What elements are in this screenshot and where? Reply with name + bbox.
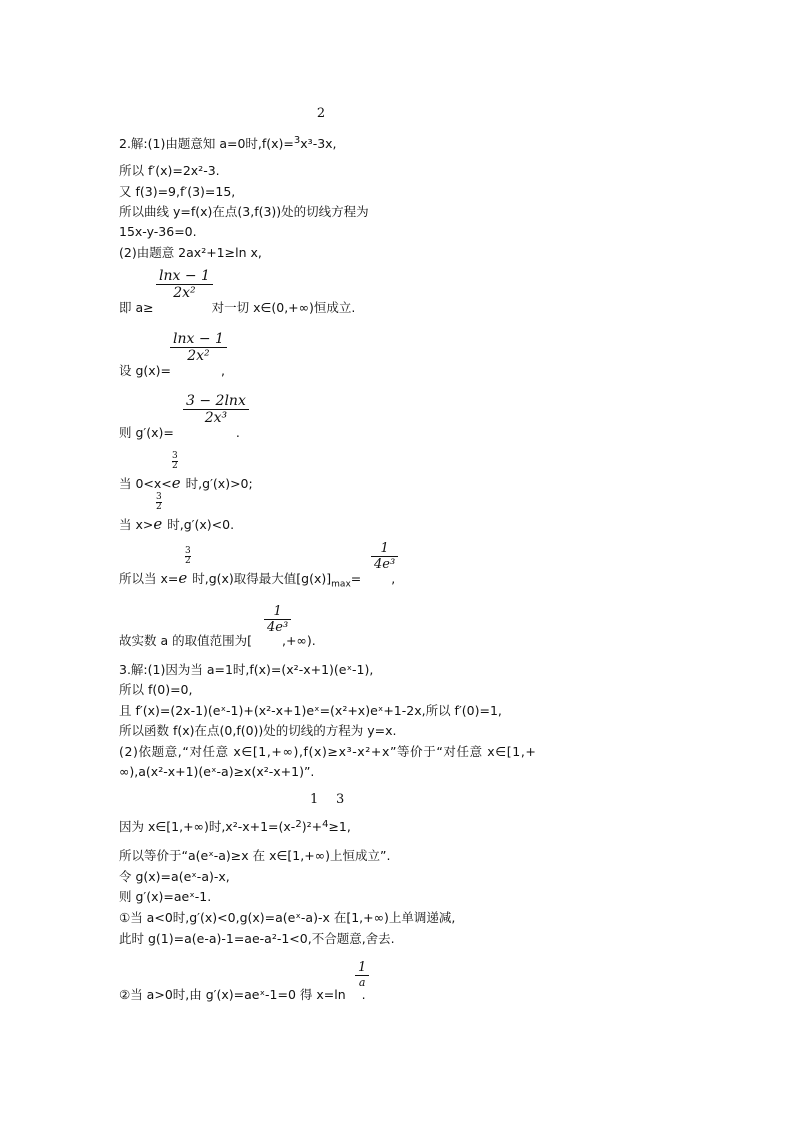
text-segment: , — [221, 363, 226, 378]
fraction-denominator: 2x² — [187, 348, 210, 364]
fraction-denominator: 2 — [172, 461, 178, 471]
text-segment: 时,g(x)取得最大值[g(x)] — [192, 571, 332, 586]
text-line — [119, 633, 316, 649]
fraction-one-over-a — [355, 960, 369, 989]
fraction-three-quarters-num: 3 — [336, 792, 345, 807]
text-line: ∞),a(x²-x+1)(eˣ-a)≥x(x²-x+1)”. — [119, 764, 315, 779]
text-line: 又 f(3)=9,f′(3)=15, — [119, 184, 236, 199]
text-segment: . — [235, 425, 240, 440]
text-line — [119, 363, 225, 379]
text-segment: 对一切 x∈(0,+∞)恒成立. — [211, 300, 356, 315]
text-segment: 即 a≥ — [119, 300, 154, 315]
text-line — [119, 133, 337, 152]
text-segment: ≥1, — [328, 819, 351, 834]
text-line: 令 g(x)=a(eˣ-a)-x, — [119, 869, 230, 884]
max-subscript: max — [331, 579, 351, 590]
fraction-denominator: 2 — [156, 502, 162, 512]
text-line — [119, 987, 366, 1003]
fraction-denominator: 2x² — [173, 285, 196, 301]
text-segment: 故实数 a 的取值范围为[ — [119, 633, 252, 648]
fraction-denominator: 3 — [293, 135, 301, 146]
fraction-numerator: 2 — [316, 106, 326, 121]
text-line — [119, 425, 240, 441]
fraction-denominator: 2x³ — [204, 410, 228, 426]
text-segment: 时,g′(x)<0. — [167, 517, 235, 532]
text-line: 此时 g(1)=a(e-a)-1=ae-a²-1<0,不合题意,舍去. — [119, 931, 395, 946]
text-line — [119, 300, 355, 316]
text-segment: 时,g′(x)>0; — [185, 476, 253, 491]
text-segment: = — [350, 571, 362, 586]
fraction-range-value — [264, 604, 291, 635]
text-segment: 2.解:(1)由题意知 a=0时,f(x)= — [119, 136, 294, 151]
text-line — [119, 475, 253, 492]
text-segment: ,+∞). — [281, 633, 316, 648]
fraction-numerator: 1 — [273, 604, 282, 619]
exponent-fraction — [156, 493, 162, 512]
e-base: e — [178, 569, 188, 587]
fraction-numerator: 3 — [156, 492, 162, 502]
fraction-numerator: 1 — [380, 541, 389, 556]
text-segment: 设 g(x)= — [119, 363, 172, 378]
fraction-3-minus-2lnx — [183, 393, 249, 426]
fraction-numerator: 3 — [185, 546, 191, 556]
text-line: 所以函数 f(x)在点(0,f(0))处的切线的方程为 y=x. — [119, 723, 397, 738]
text-segment: ②当 a>0时,由 g′(x)=aeˣ-1=0 得 x=ln — [119, 987, 346, 1002]
text-line: 3.解:(1)因为当 a=1时,f(x)=(x²-x+1)(eˣ-1), — [119, 662, 374, 677]
text-line: (2)依题意,“对任意 x∈[1,+∞),f(x)≥x³-x²+x”等价于“对任意 x∈[1,+ — [119, 744, 537, 759]
text-segment: 当 0<x< — [119, 476, 172, 491]
text-segment: x³-3x, — [300, 136, 337, 151]
text-segment: . — [361, 987, 366, 1002]
e-base: e — [153, 515, 163, 533]
fraction-numerator: lnx − 1 — [159, 268, 210, 284]
text-segment: )²+ — [301, 819, 323, 834]
fraction-max-value — [371, 541, 398, 572]
text-line — [119, 570, 395, 593]
text-line: 则 g′(x)=aeˣ-1. — [119, 889, 212, 904]
fraction-denominator: 4e³ — [374, 557, 396, 572]
fraction-denominator: 2 — [185, 556, 191, 566]
fraction-denominator: 2 — [295, 819, 302, 830]
text-segment: , — [391, 571, 396, 586]
text-line: 且 f′(x)=(2x-1)(eˣ-1)+(x²-x+1)eˣ=(x²+x)eˣ+1-2x,所以 f′(0)=1, — [119, 703, 502, 718]
fraction-denominator: 4 — [322, 819, 329, 830]
fraction-denominator: a — [358, 976, 366, 989]
text-segment: 当 x> — [119, 517, 154, 532]
fraction-lnx-minus-1 — [170, 331, 227, 364]
fraction-numerator: lnx − 1 — [173, 331, 224, 347]
text-line: 所以 f(0)=0, — [119, 682, 193, 697]
text-line — [119, 817, 351, 835]
fraction-numerator: 3 — [172, 451, 178, 461]
text-line — [119, 516, 234, 533]
fraction-lnx-minus-1 — [156, 268, 213, 301]
e-base: e — [171, 474, 181, 492]
fraction-two-thirds — [316, 106, 326, 121]
text-line: 所以等价于“a(eˣ-a)≥x 在 x∈[1,+∞)上恒成立”. — [119, 848, 391, 863]
text-line: 15x-y-36=0. — [119, 224, 197, 239]
text-line: ①当 a<0时,g′(x)<0,g(x)=a(eˣ-a)-x 在[1,+∞)上单调递减, — [119, 910, 456, 925]
text-segment: 因为 x∈[1,+∞)时,x²-x+1=(x- — [119, 819, 296, 834]
text-line: 所以 f′(x)=2x²-3. — [119, 163, 220, 178]
fraction-numerator: 1 — [358, 960, 367, 975]
exponent-fraction — [172, 452, 178, 471]
text-line: 所以曲线 y=f(x)在点(3,f(3))处的切线方程为 — [119, 204, 369, 219]
exponent-fraction — [185, 547, 191, 566]
fraction-one-half-num: 1 — [310, 792, 319, 807]
fraction-numerator: 3 − 2lnx — [186, 393, 246, 409]
text-segment: 所以当 x= — [119, 571, 179, 586]
fraction-denominator: 4e³ — [267, 620, 289, 635]
text-segment: 则 g′(x)= — [119, 425, 174, 440]
text-line: (2)由题意 2ax²+1≥ln x, — [119, 245, 262, 260]
